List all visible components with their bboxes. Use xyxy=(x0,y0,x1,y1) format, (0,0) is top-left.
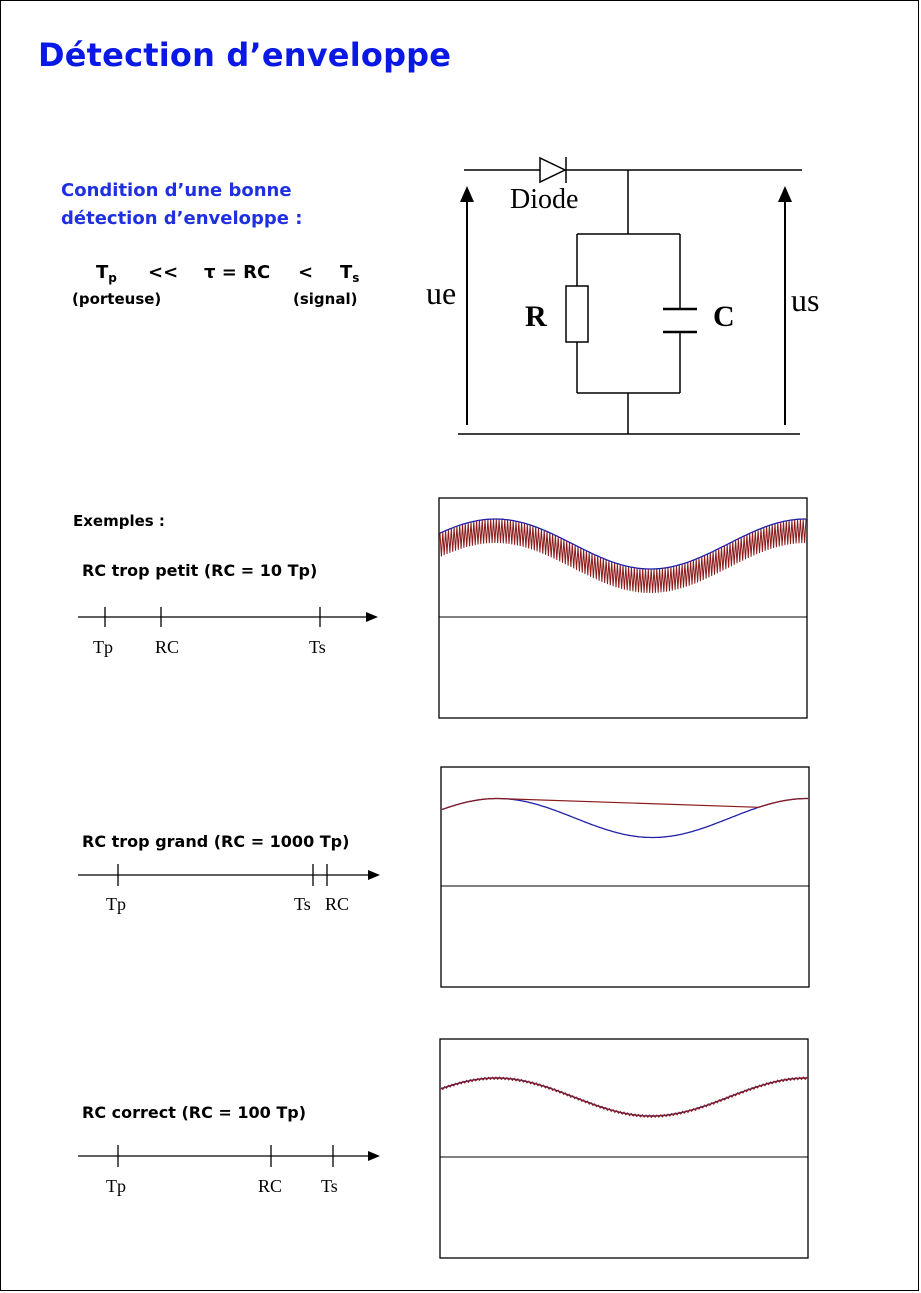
t1-tick-rc: RC xyxy=(155,637,180,657)
t2-tick-tp: Tp xyxy=(106,894,126,914)
condition-line-2: détection d’enveloppe : xyxy=(61,208,303,229)
us-label: us xyxy=(791,282,820,318)
condition-heading xyxy=(61,177,391,233)
example-3-label: RC correct (RC = 100 Tp) xyxy=(82,1103,307,1122)
tp-symbol: $T_p$ xyxy=(96,262,117,285)
t2-tick-ts: Ts xyxy=(294,894,311,914)
t1-tick-ts: Ts xyxy=(309,637,326,657)
t3-tick-rc: RC xyxy=(258,1176,283,1196)
much-less-than: << xyxy=(148,262,179,283)
ue-label: ue xyxy=(426,275,457,311)
examples-heading: Exemples : xyxy=(73,512,165,530)
diode-label: Diode xyxy=(510,184,579,215)
less-than: < xyxy=(298,262,314,283)
example-1-label: RC trop petit (RC = 10 Tp) xyxy=(82,561,318,580)
example-2-label: RC trop grand (RC = 1000 Tp) xyxy=(82,832,350,851)
condition-line-1: Condition d’une bonne xyxy=(61,180,292,201)
capacitor-label: C xyxy=(713,300,735,333)
resistor-label: R xyxy=(525,300,547,333)
signal-label: (signal) xyxy=(293,290,358,308)
t1-tick-tp: Tp xyxy=(93,637,113,657)
tau-equation: τ = RC xyxy=(204,262,271,283)
t2-tick-rc: RC xyxy=(325,894,350,914)
t3-tick-tp: Tp xyxy=(106,1176,126,1196)
page-title: Détection d’enveloppe xyxy=(38,36,452,74)
porteuse-label: (porteuse) xyxy=(72,290,162,308)
t3-tick-ts: Ts xyxy=(321,1176,338,1196)
ts-symbol: $T_s$ xyxy=(340,262,360,285)
